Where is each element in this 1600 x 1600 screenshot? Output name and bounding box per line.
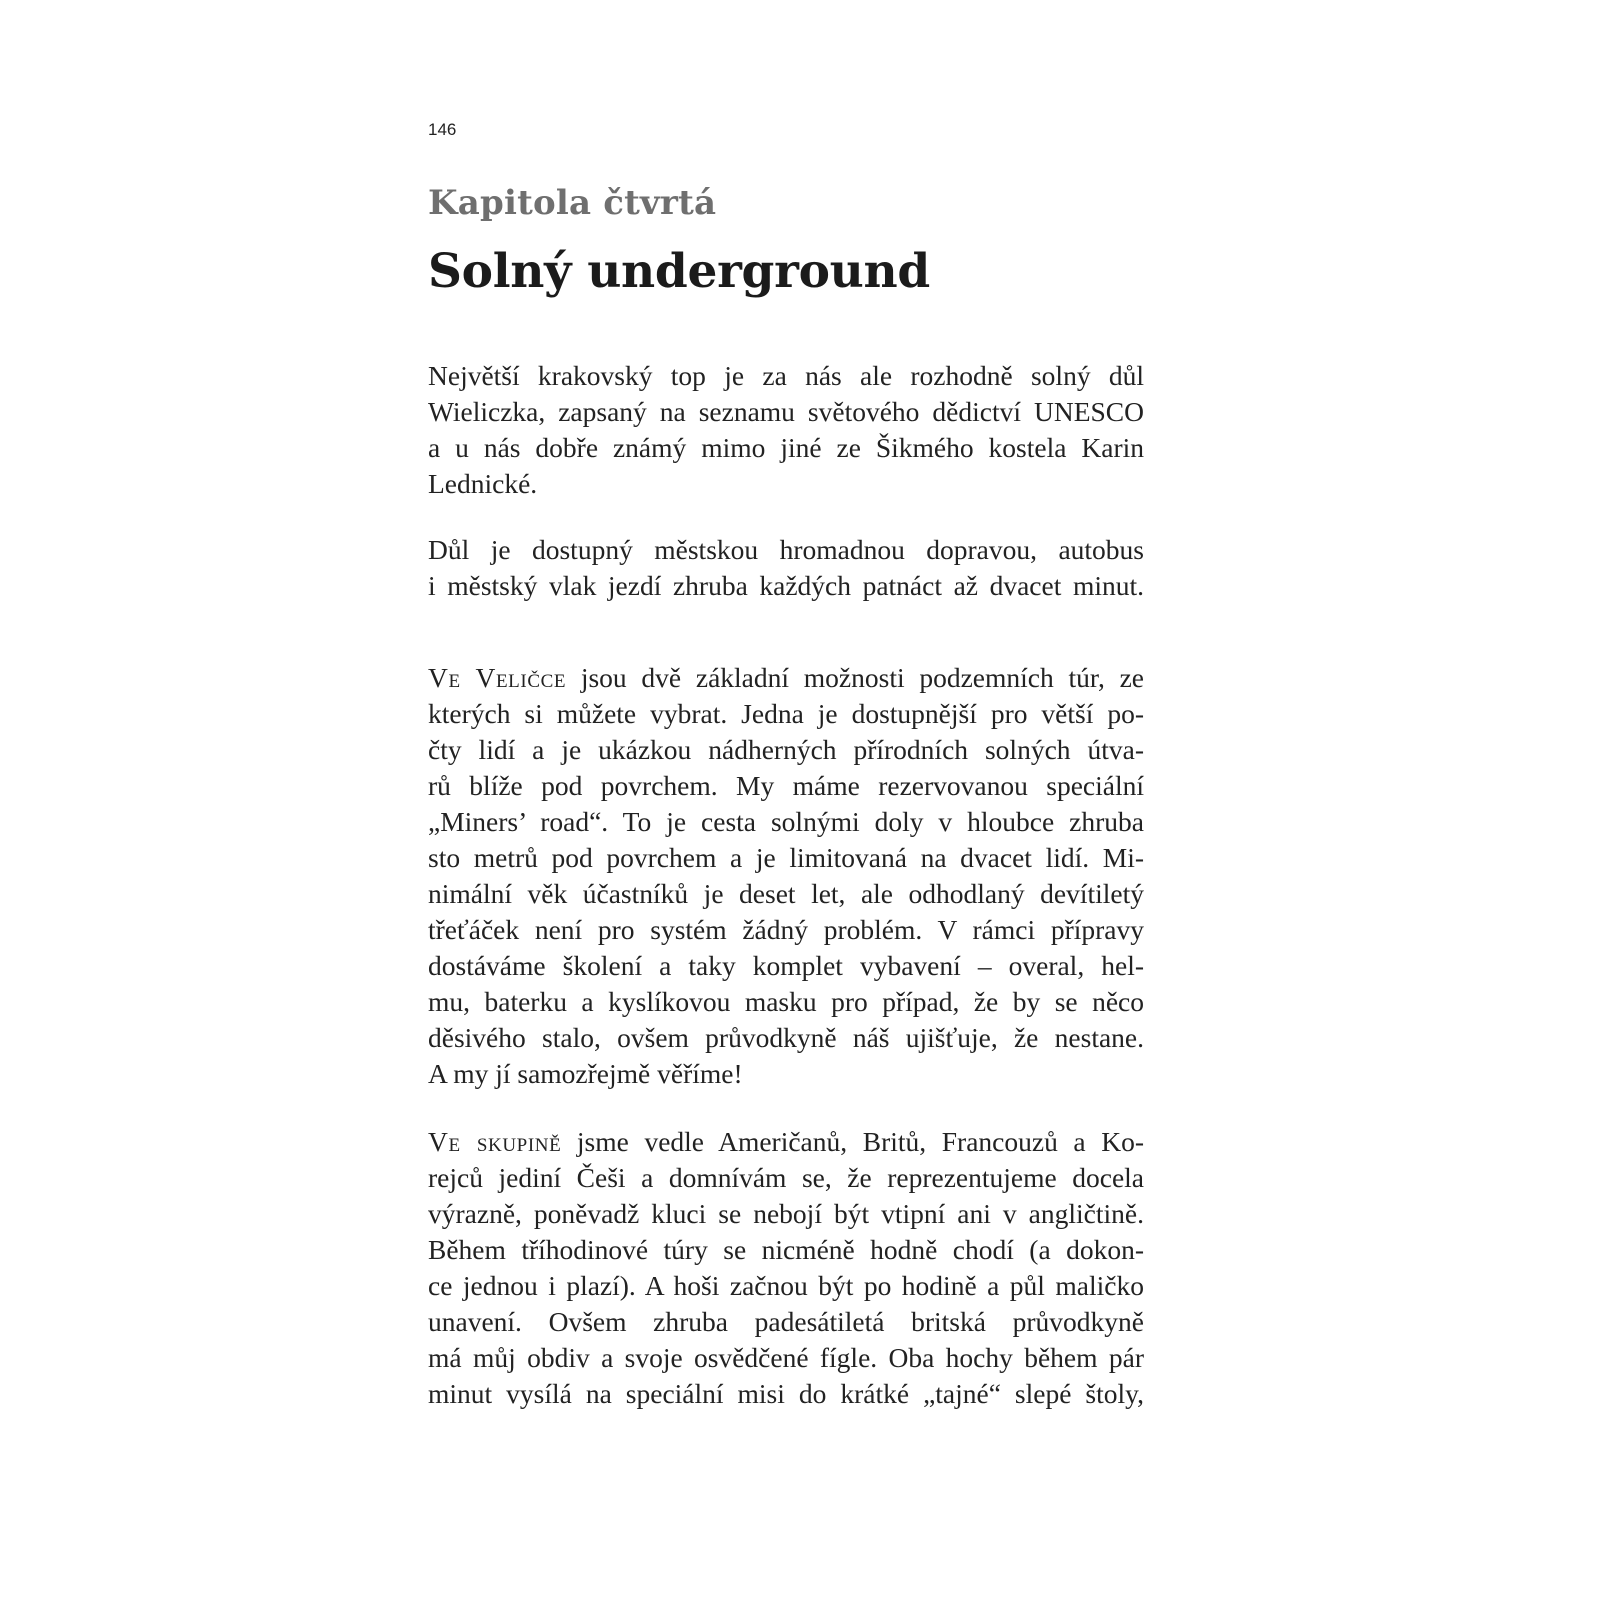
paragraph <box>428 358 1144 502</box>
chapter-label: Kapitola čtvrtá <box>428 183 717 223</box>
text-line: A my jí samozřejmě věříme! <box>428 1058 743 1089</box>
text-line: třeťáček není pro systém žádný problém. V rámci přípravy <box>428 914 1144 945</box>
text-line: výrazně, poněvadž kluci se nebojí být vtipní ani v angličtině. <box>428 1198 1144 1229</box>
text-line: unavení. Ovšem zhruba padesátiletá britská průvodkyně <box>428 1306 1144 1337</box>
text-line: Důl je dostupný městskou hromadnou dopravou, autobus <box>428 534 1144 565</box>
text-line: rů blíže pod povrchem. My máme rezervovanou speciální <box>428 770 1144 801</box>
text-line: kterých si můžete vybrat. Jedna je dostupnější pro větší po- <box>428 698 1144 729</box>
text-line: nimální věk účastníků je deset let, ale odhodlaný devítiletý <box>428 878 1144 909</box>
text-line: dostáváme školení a taky komplet vybavení – overal, hel- <box>428 950 1144 981</box>
paragraph-lead: Ve skupině <box>428 1126 562 1157</box>
text-line-with-lead <box>428 1124 1144 1160</box>
text-line-with-lead <box>428 660 1144 696</box>
text-line: minut vysílá na speciální misi do krátké „tajné“ slepé štoly, <box>428 1378 1144 1409</box>
paragraph <box>428 532 1144 604</box>
text-fragment: jsou dvě základní možnosti podzemních túr, ze <box>566 662 1144 693</box>
text-line: Lednické. <box>428 468 538 499</box>
text-line: Největší krakovský top je za nás ale rozhodně solný důl <box>428 360 1144 391</box>
text-fragment: jsme vedle Američanů, Britů, Francouzů a Ko- <box>561 1126 1144 1157</box>
text-line: ce jednou i plazí). A hoši začnou být po hodině a půl maličko <box>428 1270 1144 1301</box>
paragraph <box>428 1124 1144 1412</box>
paragraph-lead: Ve Veličce <box>428 662 567 693</box>
text-line: rejců jediní Češi a domnívám se, že reprezentujeme docela <box>428 1162 1144 1193</box>
text-line: „Miners’ road“. To je cesta solnými doly v hloubce zhruba <box>428 806 1144 837</box>
paragraph <box>428 660 1144 1092</box>
chapter-title: Solný underground <box>428 244 930 299</box>
text-line: a u nás dobře známý mimo jiné ze Šikmého kostela Karin <box>428 432 1144 463</box>
text-line: čty lidí a je ukázkou nádherných přírodních solných útva- <box>428 734 1144 765</box>
text-line: sto metrů pod povrchem a je limitovaná na dvacet lidí. Mi- <box>428 842 1144 873</box>
text-line: Během tříhodinové túry se nicméně hodně chodí (a dokon- <box>428 1234 1144 1265</box>
text-line: děsivého stalo, ovšem průvodkyně náš ujišťuje, že nestane. <box>428 1022 1144 1053</box>
text-line: Wieliczka, zapsaný na seznamu světového dědictví UNESCO <box>428 396 1144 427</box>
book-page <box>428 0 1144 1600</box>
page-number: 146 <box>428 120 457 139</box>
text-line: mu, baterku a kyslíkovou masku pro případ, že by se něco <box>428 986 1144 1017</box>
text-line: i městský vlak jezdí zhruba každých patnáct až dvacet minut. <box>428 570 1144 601</box>
text-line: má můj obdiv a svoje osvědčené fígle. Oba hochy během pár <box>428 1342 1144 1373</box>
